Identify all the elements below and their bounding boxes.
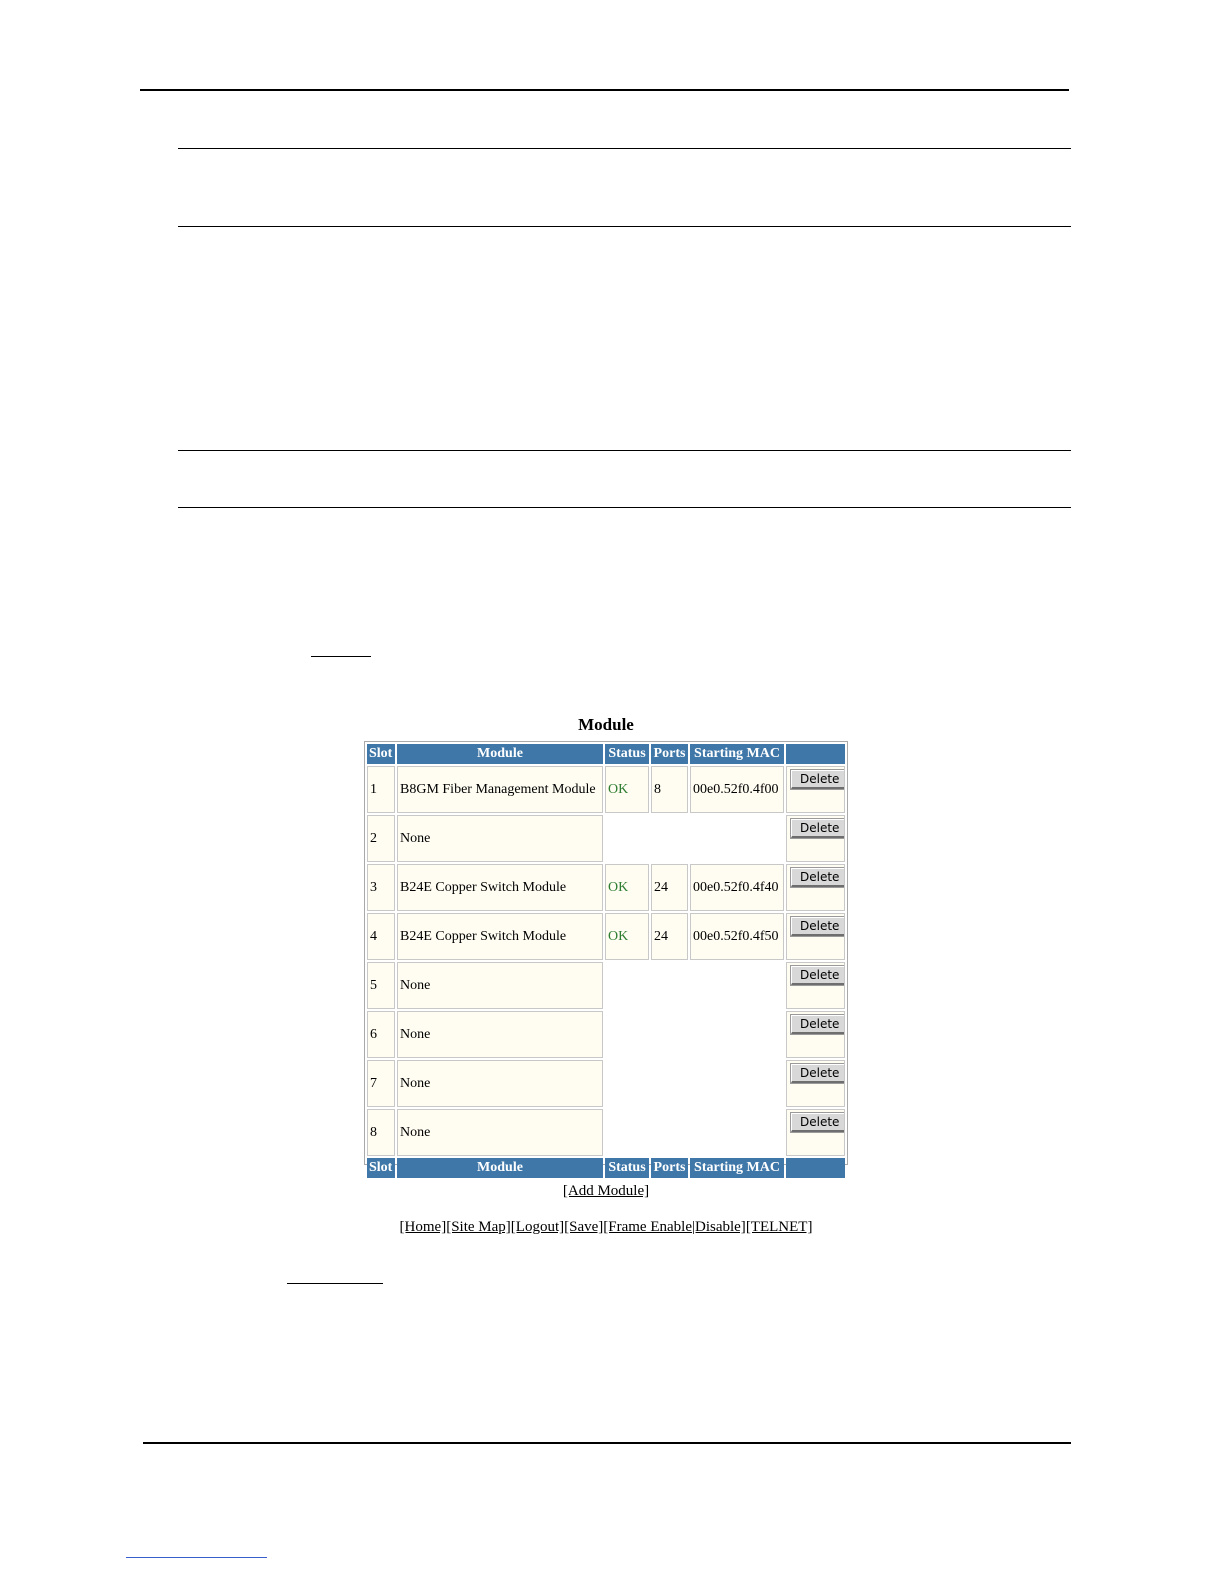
module-cell: B24E Copper Switch Module [397,913,603,960]
telnet-link[interactable]: [TELNET] [745,1219,813,1235]
mac-cell: 00e0.52f0.4f50 [690,913,784,960]
action-cell [786,766,845,813]
module-cell: None [397,1060,603,1107]
module-table [365,742,847,1180]
footer-rule [143,1442,1071,1444]
module-cell: B24E Copper Switch Module [397,864,603,911]
slot-cell: 7 [367,1060,395,1107]
text-underline [287,1283,383,1284]
action-cell [786,1011,845,1058]
frame-disable-link[interactable]: |Disable] [691,1219,746,1235]
table-row [367,1011,845,1058]
slot-cell: 3 [367,864,395,911]
ports-cell: 24 [651,913,688,960]
delete-button[interactable]: Delete [791,1113,845,1132]
frame-enable-link[interactable]: [Frame Enable [603,1219,692,1235]
column-header-slot: Slot [367,744,395,764]
page-title: Module [578,715,634,734]
column-footer-ports: Ports [651,1158,688,1178]
add-module-line [364,1183,848,1200]
module-cell: None [397,962,603,1009]
module-table-container [364,741,848,1175]
section-rule [178,148,1071,149]
column-header-starting-mac: Starting MAC [690,744,784,764]
action-cell [786,962,845,1009]
save-link[interactable]: [Save] [564,1219,604,1235]
column-header-status: Status [605,744,649,764]
column-header-ports: Ports [651,744,688,764]
delete-button[interactable]: Delete [791,966,845,985]
table-row [367,913,845,960]
empty-cell [605,962,784,1009]
column-footer-starting-mac: Starting MAC [690,1158,784,1178]
table-row [367,1060,845,1107]
table-header-row [367,744,845,764]
column-header-action [786,744,845,764]
slot-cell: 1 [367,766,395,813]
empty-cell [605,1011,784,1058]
status-cell: OK [605,766,649,813]
action-cell [786,864,845,911]
slot-cell: 8 [367,1109,395,1156]
table-row [367,864,845,911]
footnote-link-underline [126,1557,267,1558]
delete-button[interactable]: Delete [791,770,845,789]
action-cell [786,1109,845,1156]
action-cell [786,913,845,960]
action-cell [786,815,845,862]
add-module-link[interactable]: [Add Module] [562,1183,650,1199]
nav-links [300,1219,912,1236]
table-row [367,1109,845,1156]
column-footer-action [786,1158,845,1178]
slot-cell: 6 [367,1011,395,1058]
table-footer-row [367,1158,845,1178]
slot-cell: 5 [367,962,395,1009]
empty-cell [605,1060,784,1107]
status-cell: OK [605,864,649,911]
delete-button[interactable]: Delete [791,819,845,838]
table-row [367,766,845,813]
status-cell: OK [605,913,649,960]
column-footer-status: Status [605,1158,649,1178]
site-map-link[interactable]: [Site Map] [446,1219,511,1235]
empty-cell [605,1109,784,1156]
delete-button[interactable]: Delete [791,1064,845,1083]
header-rule [140,89,1069,91]
section-rule [178,226,1071,227]
column-footer-slot: Slot [367,1158,395,1178]
mac-cell: 00e0.52f0.4f00 [690,766,784,813]
ports-cell: 8 [651,766,688,813]
empty-cell [605,815,784,862]
delete-button[interactable]: Delete [791,1015,845,1034]
ports-cell: 24 [651,864,688,911]
delete-button[interactable]: Delete [791,917,845,936]
module-cell: None [397,815,603,862]
column-header-module: Module [397,744,603,764]
home-link[interactable]: [Home] [399,1219,447,1235]
section-rule [178,507,1071,508]
table-row [367,815,845,862]
module-cell: B8GM Fiber Management Module [397,766,603,813]
table-row [367,962,845,1009]
module-cell: None [397,1109,603,1156]
mac-cell: 00e0.52f0.4f40 [690,864,784,911]
text-underline [311,656,371,657]
module-cell: None [397,1011,603,1058]
delete-button[interactable]: Delete [791,868,845,887]
slot-cell: 4 [367,913,395,960]
slot-cell: 2 [367,815,395,862]
section-rule [178,450,1071,451]
action-cell [786,1060,845,1107]
logout-link[interactable]: [Logout] [510,1219,565,1235]
column-footer-module: Module [397,1158,603,1178]
